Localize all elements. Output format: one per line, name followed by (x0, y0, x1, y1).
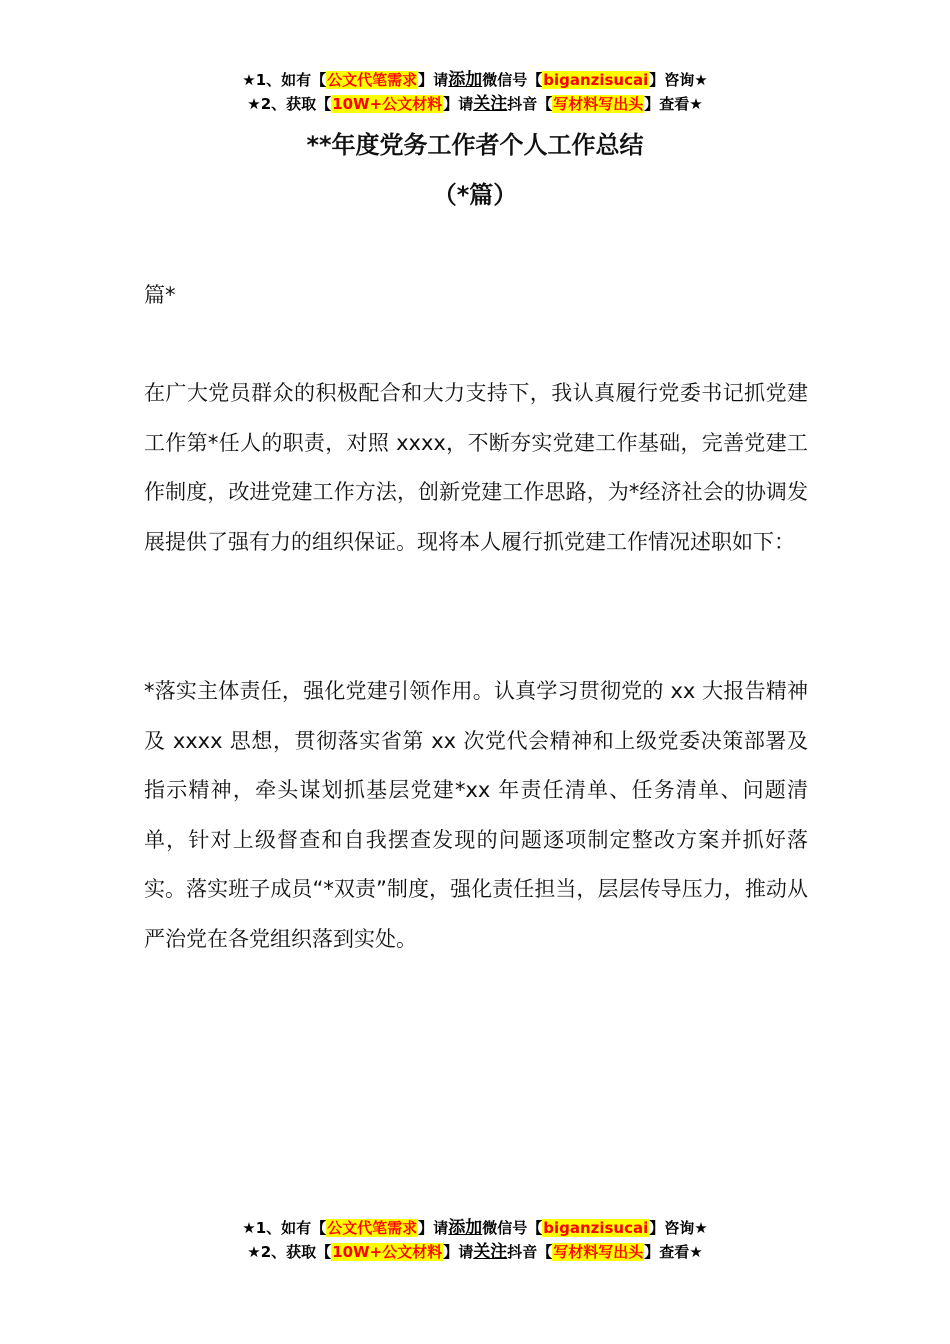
promo-text: ★2、获取【 (247, 95, 332, 113)
promo-highlight: 10W+公文材料 (332, 1243, 443, 1261)
promo-text: 】请 (418, 71, 449, 89)
promo-text: 】请 (443, 1243, 474, 1261)
promo-highlight-douyin-id: 写材料写出头 (553, 1243, 644, 1261)
document-title: **年度党务工作者个人工作总结 (306, 131, 644, 159)
promo-text: 】咨询★ (649, 1219, 708, 1237)
promo-text: 】请 (418, 1219, 449, 1237)
promo-text: 微信号【 (482, 1219, 543, 1237)
promo-line-1 (0, 68, 950, 92)
section-label: 篇* (144, 283, 176, 307)
document-subtitle: （*篇） (432, 181, 518, 209)
promo-highlight-wechat-id: biganzisucai (543, 71, 649, 89)
header-promo-banner (0, 68, 950, 116)
promo-emphasis: 添加 (448, 1218, 483, 1238)
promo-text: 微信号【 (482, 71, 543, 89)
promo-line-2 (0, 92, 950, 116)
promo-emphasis: 关注 (473, 1242, 508, 1262)
promo-text: 】请 (443, 95, 474, 113)
promo-highlight-douyin-id: 写材料写出头 (553, 95, 644, 113)
footer-promo-banner (0, 1216, 950, 1264)
promo-text: ★2、获取【 (247, 1243, 332, 1261)
promo-line-2 (0, 1240, 950, 1264)
promo-text: 】查看★ (644, 1243, 703, 1261)
promo-text: 】咨询★ (649, 71, 708, 89)
promo-emphasis: 关注 (473, 94, 508, 114)
promo-text: ★1、如有【 (242, 1219, 327, 1237)
promo-text: 抖音【 (507, 95, 553, 113)
promo-emphasis: 添加 (448, 70, 483, 90)
promo-text: 】查看★ (644, 95, 703, 113)
promo-highlight: 公文代笔需求 (327, 71, 418, 89)
promo-highlight: 10W+公文材料 (332, 95, 443, 113)
promo-highlight: 公文代笔需求 (327, 1219, 418, 1237)
promo-text: 抖音【 (507, 1243, 553, 1261)
body-paragraph: *落实主体责任，强化党建引领作用。认真学习贯彻党的 xx 大报告精神及 xxxx 思想，贯彻落实省第 xx 次党代会精神和上级党委决策部署及指示精神，牵头谋划抓基层党建*xx 年责任清单、任务清单、问题清单，针对上级督查和自我摆查发现的问题逐项制定整改方案并抓好落实。落实班子成员“*双责”制度，强化责任担当，层层传导压力，推动从严治党在各党组织落到实处。 (144, 679, 808, 951)
promo-text: ★1、如有【 (242, 71, 327, 89)
promo-highlight-wechat-id: biganzisucai (543, 1219, 649, 1237)
body-paragraph: 在广大党员群众的积极配合和大力支持下，我认真履行党委书记抓党建工作第*任人的职责，对照 xxxx，不断夯实党建工作基础，完善党建工作制度，改进党建工作方法，创新党建工作思路，为*经济社会的协调发展提供了强有力的组织保证。现将本人履行抓党建工作情况述职如下： (144, 381, 808, 554)
promo-line-1 (0, 1216, 950, 1240)
